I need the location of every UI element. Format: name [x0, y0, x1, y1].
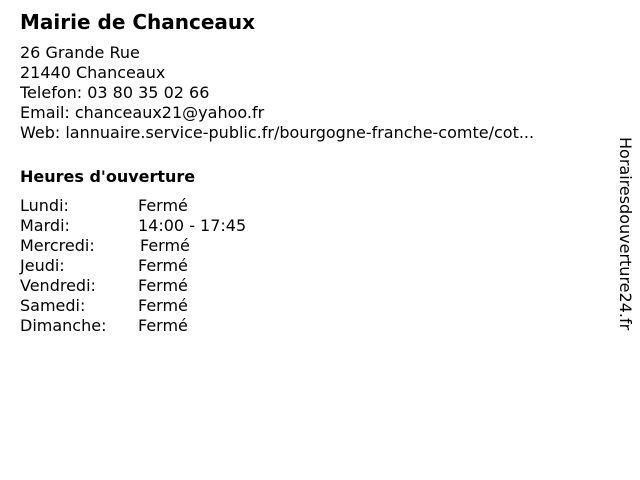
day-hours: Fermé	[138, 276, 188, 295]
day-hours: Fermé	[138, 196, 188, 215]
hours-row-lundi	[20, 196, 600, 216]
hours-row-mercredi	[20, 236, 600, 256]
day-hours: Fermé	[138, 316, 188, 335]
day-hours: Fermé	[140, 236, 190, 255]
email-address: Email: chanceaux21@yahoo.fr	[20, 103, 265, 122]
day-label: Vendredi:	[20, 276, 96, 295]
day-hours: Fermé	[138, 296, 188, 315]
street-address: 26 Grande Rue	[20, 43, 140, 62]
website-url: Web: lannuaire.service-public.fr/bourgogne-franche-comte/cot...	[20, 123, 535, 142]
day-label: Mercredi:	[20, 236, 95, 255]
contact-block	[20, 43, 600, 143]
hours-row-dimanche	[20, 316, 600, 336]
day-hours: Fermé	[138, 256, 188, 275]
hours-row-vendredi	[20, 276, 600, 296]
opening-hours-heading: Heures d'ouverture	[20, 167, 196, 186]
phone-number: Telefon: 03 80 35 02 66	[20, 83, 210, 102]
opening-hours-table	[20, 196, 600, 336]
day-label: Dimanche:	[20, 316, 107, 335]
hours-row-mardi	[20, 216, 600, 236]
day-label: Samedi:	[20, 296, 86, 315]
day-label: Mardi:	[20, 216, 70, 235]
business-card	[20, 10, 600, 336]
business-title: Mairie de Chanceaux	[20, 10, 256, 34]
brand-watermark: Horairesdouverture24.fr	[616, 137, 635, 331]
hours-row-samedi	[20, 296, 600, 316]
hours-row-jeudi	[20, 256, 600, 276]
day-label: Jeudi:	[20, 256, 65, 275]
city-address: 21440 Chanceaux	[20, 63, 166, 82]
day-hours: 14:00 - 17:45	[138, 216, 247, 235]
day-label: Lundi:	[20, 196, 69, 215]
